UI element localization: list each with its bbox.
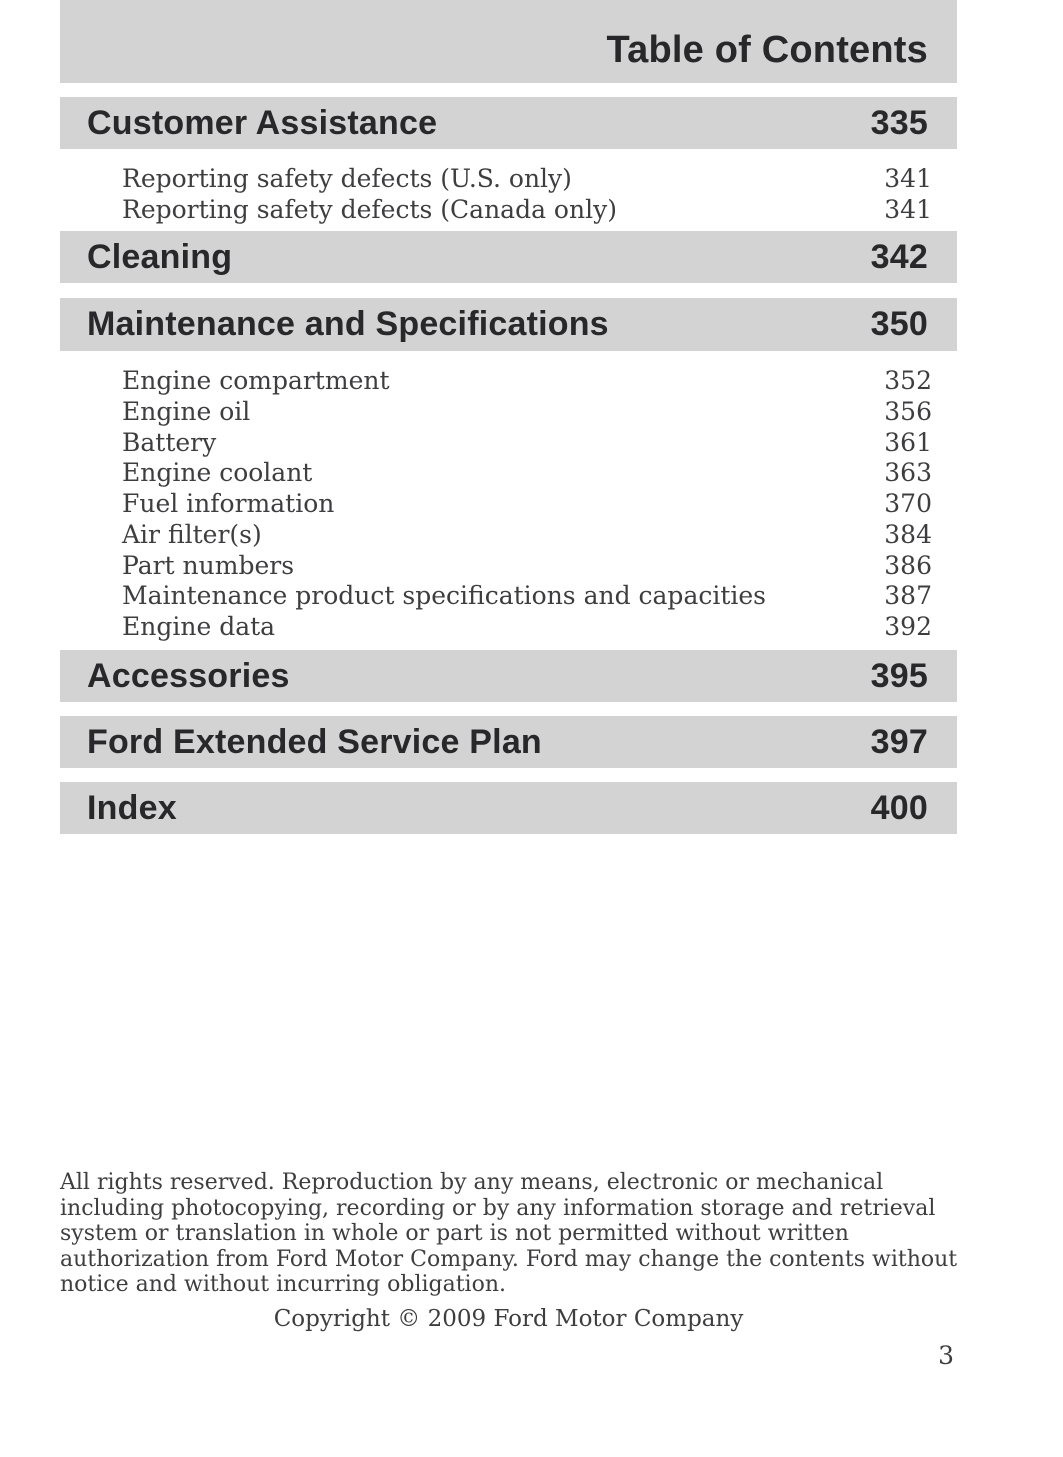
toc-item [122,581,932,612]
toc-section-index [60,782,957,834]
toc-item-label: Engine data [122,612,276,641]
section-label: Maintenance and Specifications [87,305,609,343]
toc-item-label: Engine compartment [122,366,390,395]
toc-item [122,164,932,195]
section-label: Customer Assistance [87,103,438,142]
legal-line: authorization from Ford Motor Company. Ford may change the contents without [60,1246,958,1272]
toc-item-page: 363 [884,458,932,488]
toc-item-page: 386 [884,550,932,580]
section-label: Ford Extended Service Plan [87,722,542,761]
toc-item-page: 352 [884,366,932,395]
customer-assistance-sublist [122,164,932,226]
toc-section-ford-extended-service-plan [60,716,957,768]
page-header-bar [60,0,957,83]
section-page: 342 [870,237,928,276]
toc-item-page: 356 [884,396,932,426]
toc-item-label: Reporting safety defects (Canada only) [122,194,617,224]
toc-item-page: 341 [884,164,932,193]
toc-section-accessories [60,650,957,702]
toc-item [122,366,932,397]
toc-item-label: Air filter(s) [122,519,262,549]
legal-line: notice and without incurring obligation. [60,1272,507,1297]
toc-item [122,397,932,428]
toc-section-customer-assistance [60,97,957,149]
legal-line: All rights reserved. Reproduction by any means, electronic or mechanical [60,1170,884,1195]
section-label: Accessories [87,656,290,695]
toc-item-label: Engine oil [122,396,251,426]
toc-item-page: 361 [884,427,932,457]
section-page: 397 [870,722,928,761]
section-label: Cleaning [87,237,233,276]
toc-item [122,428,932,459]
toc-item-label: Fuel information [122,489,335,518]
toc-item [122,458,932,489]
toc-item-label: Part numbers [122,550,295,580]
toc-item-page: 387 [884,581,932,611]
toc-item [122,489,932,520]
legal-notice [60,1170,960,1298]
toc-item-label: Engine coolant [122,458,313,488]
toc-item [122,520,932,551]
toc-item [122,551,932,582]
toc-item-label: Battery [122,427,217,457]
legal-line: including photocopying, recording or by any information storage and retrieval [60,1195,936,1221]
toc-item [122,612,932,643]
toc-item-label: Maintenance product specifications and capacities [122,581,767,611]
section-page: 400 [870,788,928,827]
section-page: 335 [870,103,928,142]
toc-item-page: 370 [884,489,932,518]
toc-section-maintenance-and-specifications [60,298,957,351]
toc-section-cleaning [60,231,957,283]
maintenance-sublist [122,366,932,643]
legal-line: system or translation in whole or part is not permitted without written [60,1221,849,1246]
section-page: 395 [870,656,928,695]
section-page: 350 [870,305,928,343]
toc-item-label: Reporting safety defects (U.S. only) [122,164,572,193]
toc-item-page: 384 [884,519,932,549]
toc-item [122,195,932,226]
page-number: 3 [938,1341,954,1370]
page-title: Table of Contents [606,29,928,71]
toc-item-page: 392 [884,612,932,641]
toc-item-page: 341 [884,194,932,224]
copyright-line: Copyright © 2009 Ford Motor Company [273,1306,744,1332]
section-label: Index [87,788,177,827]
